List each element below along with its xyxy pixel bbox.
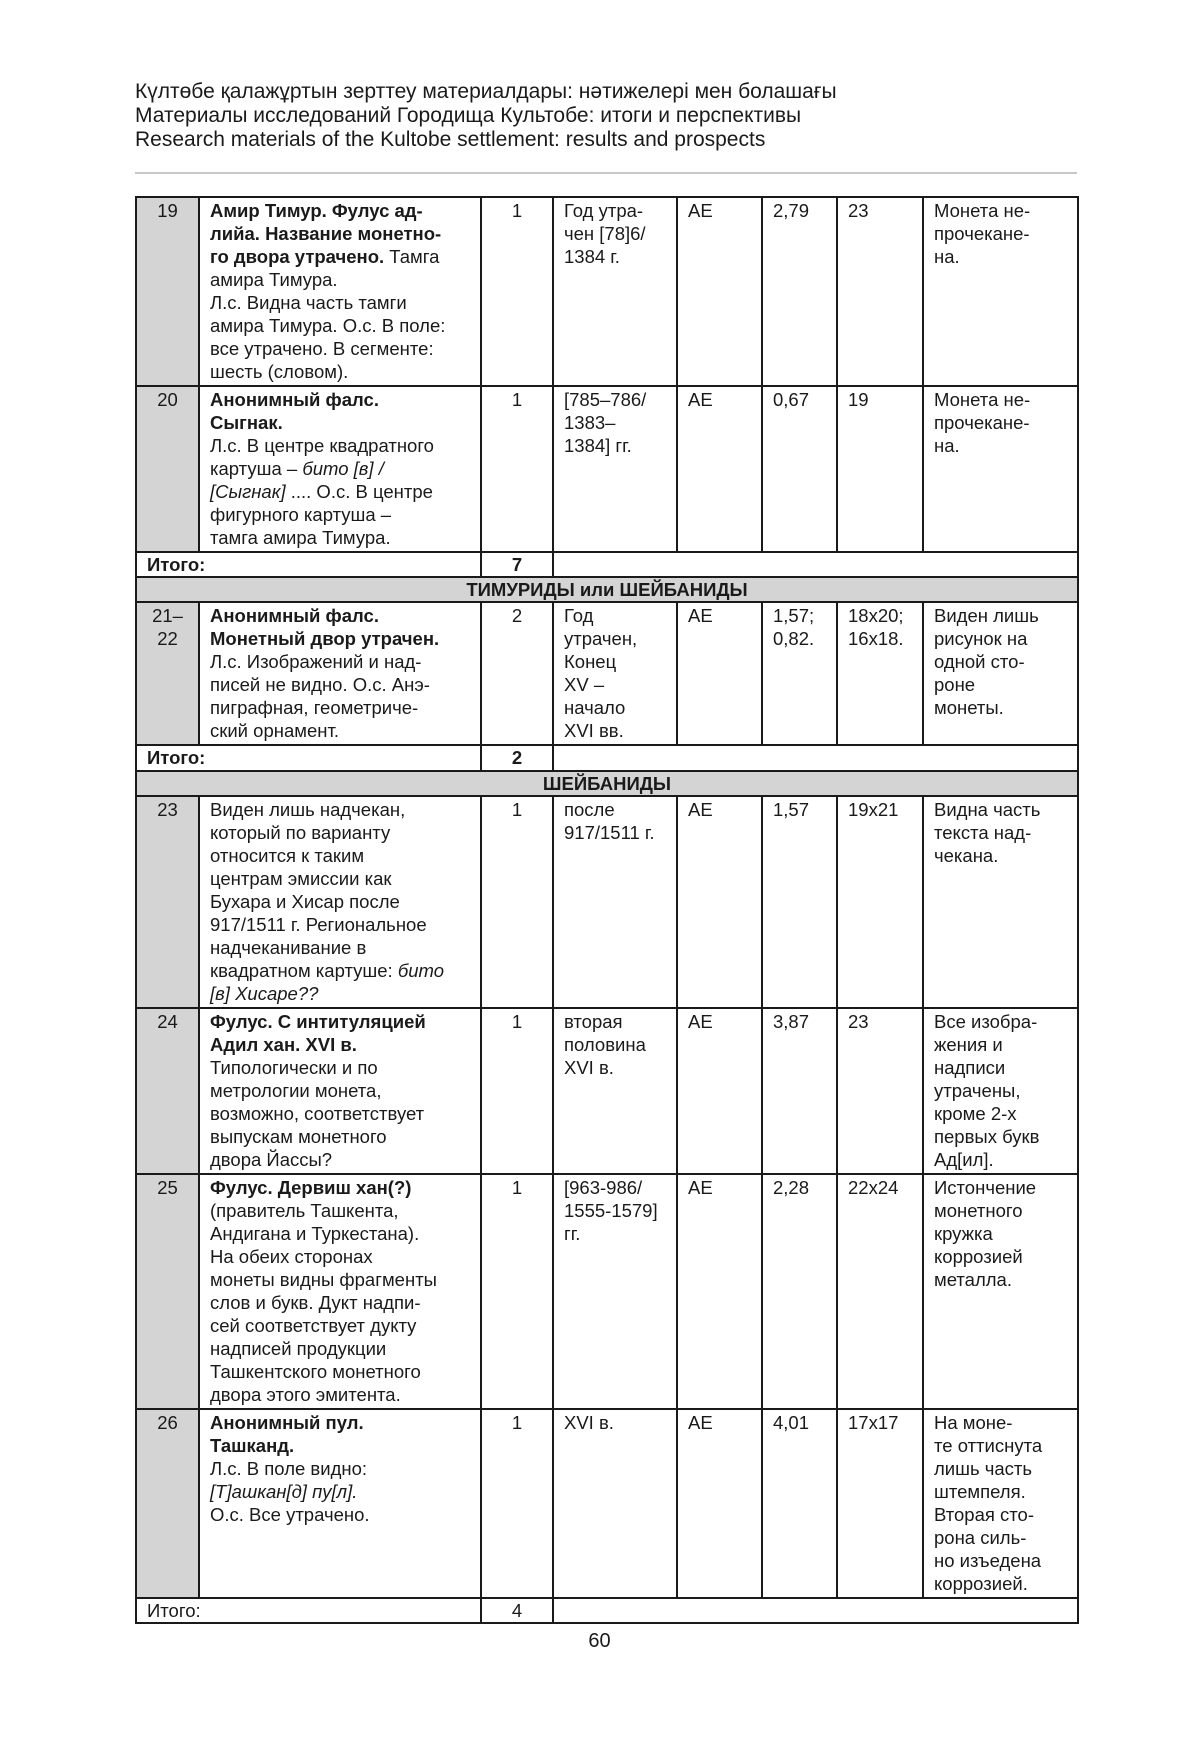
coin-size: 23	[837, 197, 923, 386]
coin-description	[199, 602, 481, 745]
coin-metal: AE	[677, 1174, 762, 1409]
description-line: Фулус. С интитуляцией	[210, 1011, 426, 1032]
coin-date	[553, 602, 677, 745]
coin-size: 23	[837, 1008, 923, 1174]
total-empty-cell	[553, 552, 1078, 577]
size-line: 18х20;	[848, 605, 904, 626]
total-label: Итого:	[136, 745, 481, 771]
date-line: гг.	[564, 1223, 581, 1244]
description-line	[210, 480, 470, 503]
coin-quantity: 1	[481, 386, 553, 552]
coin-quantity: 1	[481, 1174, 553, 1409]
running-header	[135, 80, 1075, 152]
section-title: ШЕЙБАНИДЫ	[136, 771, 1078, 796]
note-line: Монета не-	[934, 200, 1031, 221]
description-line: центрам эмиссии как	[210, 868, 392, 889]
header-line-english: Research materials of the Kultobe settlement: results and prospects	[135, 128, 766, 151]
coin-metal: AE	[677, 602, 762, 745]
coin-quantity: 1	[481, 1008, 553, 1174]
description-line: 917/1511 г. Региональное	[210, 914, 427, 935]
coin-description	[199, 1008, 481, 1174]
description-italic: [Сыгнак]	[210, 481, 286, 502]
total-count: 7	[481, 552, 553, 577]
page-number: 60	[588, 1630, 611, 1652]
description-line: лийа. Название монетно-	[210, 223, 442, 244]
note-line: штемпеля.	[934, 1481, 1026, 1502]
description-line: Типологически и по	[210, 1057, 378, 1078]
table-row	[136, 1409, 1078, 1598]
coin-date	[553, 1174, 677, 1409]
note-line: чекана.	[934, 845, 999, 866]
header-divider	[135, 172, 1077, 174]
description-line: тамга амира Тимура.	[210, 527, 391, 548]
note-line: рона силь-	[934, 1527, 1027, 1548]
note-line: надписи	[934, 1057, 1006, 1078]
coin-size: 19	[837, 386, 923, 552]
date-line: 1555-1579]	[564, 1200, 658, 1221]
date-line: после	[564, 799, 615, 820]
description-italic: бито	[397, 960, 445, 981]
description-line: монеты видны фрагменты	[210, 1269, 437, 1290]
header-line-russian: Материалы исследований Городища Культобе: итоги и перспективы	[135, 104, 802, 127]
coin-date	[553, 386, 677, 552]
coin-note	[923, 197, 1078, 386]
note-line: монеты.	[934, 697, 1004, 718]
date-line: Год утра-	[564, 200, 644, 221]
description-line: двора Йассы?	[210, 1149, 333, 1170]
coin-description	[199, 386, 481, 552]
weight-line: 0,82.	[773, 628, 815, 649]
coin-quantity: 1	[481, 197, 553, 386]
coin-metal: AE	[677, 386, 762, 552]
date-line: 1384] гг.	[564, 435, 632, 456]
description-line: Фулус. Дервиш хан(?)	[210, 1177, 412, 1198]
date-line: [963-986/	[564, 1177, 643, 1198]
coin-size: 17х17	[837, 1409, 923, 1598]
coin-quantity: 2	[481, 602, 553, 745]
description-line: Сыгнак.	[210, 412, 283, 433]
note-line: Видна часть	[934, 799, 1041, 820]
note-line: Виден лишь	[934, 605, 1039, 626]
section-row	[136, 577, 1078, 602]
date-line: Конец	[564, 651, 617, 672]
date-line: половина	[564, 1034, 646, 1055]
description-line: Ташкентского монетного	[210, 1361, 421, 1382]
description-line: возможно, соответствует	[210, 1103, 425, 1124]
note-line: Истончение	[934, 1177, 1037, 1198]
description-line: слов и букв. Дукт надпи-	[210, 1292, 421, 1313]
note-line: утрачены,	[934, 1080, 1021, 1101]
coin-metal: AE	[677, 796, 762, 1008]
note-line: на.	[934, 246, 960, 267]
description-line: Бухара и Хисар после	[210, 891, 400, 912]
size-line: 16х18.	[848, 628, 904, 649]
row-number: 25	[136, 1174, 199, 1409]
description-line: Л.с. В поле видно:	[210, 1458, 368, 1479]
description-line: метрологии монета,	[210, 1080, 382, 1101]
description-line	[210, 959, 470, 982]
coin-weight: 2,28	[762, 1174, 837, 1409]
description-line: Л.с. Изображений и над-	[210, 651, 422, 672]
note-line: те оттиснута	[934, 1435, 1043, 1456]
description-text: квадратном картуше:	[210, 960, 398, 981]
description-line: амира Тимура. О.с. В поле:	[210, 315, 446, 336]
coin-description	[199, 1409, 481, 1598]
note-line: жения и	[934, 1034, 1003, 1055]
description-line: сей соответствует дукту	[210, 1315, 417, 1336]
coin-metal: AE	[677, 1008, 762, 1174]
row-number: 20	[136, 386, 199, 552]
row-number-line: 21–	[152, 605, 183, 626]
header-line-kazakh: Күлтөбе қалажұртын зерттеу материалдары: нәтижелері мен болашағы	[135, 80, 837, 103]
weight-line: 1,57;	[773, 605, 815, 626]
total-label: Итого:	[136, 552, 481, 577]
note-line: прочекане-	[934, 223, 1030, 244]
note-line: рисунок на	[934, 628, 1028, 649]
row-number-line: 22	[157, 628, 178, 649]
description-text: картуша –	[210, 458, 303, 479]
coin-description	[199, 1174, 481, 1409]
description-text: Тамга	[384, 246, 440, 267]
description-line: шесть (словом).	[210, 361, 349, 382]
total-empty-cell	[553, 1598, 1078, 1623]
note-line: коррозией.	[934, 1573, 1028, 1594]
note-line: коррозией	[934, 1246, 1023, 1267]
coin-date: XVI в.	[553, 1409, 677, 1598]
note-line: металла.	[934, 1269, 1012, 1290]
note-line: кружка	[934, 1223, 993, 1244]
description-line: относится к таким	[210, 845, 365, 866]
note-line: На моне-	[934, 1412, 1013, 1433]
table-row	[136, 796, 1078, 1008]
date-line: вторая	[564, 1011, 623, 1032]
row-number	[136, 602, 199, 745]
coin-quantity: 1	[481, 1409, 553, 1598]
description-line: который по варианту	[210, 822, 391, 843]
description-line: надчеканивание в	[210, 937, 367, 958]
total-empty-cell	[553, 745, 1078, 771]
date-line: Год	[564, 605, 594, 626]
coin-date	[553, 1008, 677, 1174]
table-row	[136, 386, 1078, 552]
row-number: 23	[136, 796, 199, 1008]
description-line: [Т]ашкан[д] пу[л].	[210, 1481, 358, 1502]
coin-weight: 0,67	[762, 386, 837, 552]
description-line: Адил хан. XVI в.	[210, 1034, 357, 1055]
date-line: начало	[564, 697, 626, 718]
coin-weight	[762, 602, 837, 745]
row-number: 26	[136, 1409, 199, 1598]
section-row	[136, 771, 1078, 796]
date-line: 1384 г.	[564, 246, 620, 267]
description-italic: бито [в] /	[302, 458, 384, 479]
description-line: все утрачено. В сегменте:	[210, 338, 434, 359]
description-line: О.с. Все утрачено.	[210, 1504, 370, 1525]
note-line: Все изобра-	[934, 1011, 1038, 1032]
coin-size: 19х21	[837, 796, 923, 1008]
note-line: одной сто-	[934, 651, 1025, 672]
total-row	[136, 1598, 1078, 1623]
description-line: двора этого эмитента.	[210, 1384, 401, 1405]
total-row	[136, 745, 1078, 771]
coin-date	[553, 197, 677, 386]
note-line: текста над-	[934, 822, 1032, 843]
description-line: (правитель Ташкента,	[210, 1200, 399, 1221]
date-line: 917/1511 г.	[564, 822, 655, 843]
coin-date	[553, 796, 677, 1008]
coin-note	[923, 1008, 1078, 1174]
coin-metal: AE	[677, 1409, 762, 1598]
note-line: Ад[ил].	[934, 1149, 994, 1170]
table-row	[136, 602, 1078, 745]
description-line: ский орнамент.	[210, 720, 340, 741]
total-row	[136, 552, 1078, 577]
description-line: Л.с. Видна часть тамги	[210, 292, 407, 313]
note-line: Вторая сто-	[934, 1504, 1034, 1525]
description-line: выпускам монетного	[210, 1126, 387, 1147]
date-line: чен [78]6/	[564, 223, 646, 244]
coin-note	[923, 1409, 1078, 1598]
table-row	[136, 1008, 1078, 1174]
total-count: 4	[481, 1598, 553, 1623]
coin-note	[923, 1174, 1078, 1409]
coin-note	[923, 386, 1078, 552]
description-line: Анонимный фалс.	[210, 389, 379, 410]
description-line: Ташканд.	[210, 1435, 295, 1456]
description-line: Амир Тимур. Фулус ад-	[210, 200, 423, 221]
description-line: Анонимный пул.	[210, 1412, 364, 1433]
date-line: [785–786/	[564, 389, 647, 410]
coin-catalogue-table	[135, 196, 1079, 1624]
description-line: [в] Хисаре??	[210, 983, 319, 1004]
note-line: кроме 2-х	[934, 1103, 1017, 1124]
note-line: лишь часть	[934, 1458, 1033, 1479]
description-line: пиграфная, геометриче-	[210, 697, 419, 718]
note-line: монетного	[934, 1200, 1023, 1221]
note-line: Монета не-	[934, 389, 1031, 410]
description-text: .... О.с. В центре	[285, 481, 433, 502]
section-title: ТИМУРИДЫ или ШЕЙБАНИДЫ	[136, 577, 1078, 602]
date-line: XV –	[564, 674, 605, 695]
description-line: Л.с. В центре квадратного	[210, 435, 434, 456]
description-line: Анонимный фалс.	[210, 605, 379, 626]
total-count: 2	[481, 745, 553, 771]
coin-quantity: 1	[481, 796, 553, 1008]
note-line: первых букв	[934, 1126, 1040, 1147]
total-label: Итого:	[136, 1598, 481, 1623]
note-line: роне	[934, 674, 976, 695]
description-line: Виден лишь надчекан,	[210, 799, 406, 820]
note-line: на.	[934, 435, 960, 456]
coin-metal: AE	[677, 197, 762, 386]
coin-size	[837, 602, 923, 745]
row-number: 19	[136, 197, 199, 386]
date-line: утрачен,	[564, 628, 638, 649]
description-line: На обеих сторонах	[210, 1246, 373, 1267]
coin-weight: 4,01	[762, 1409, 837, 1598]
description-bold: го двора утрачено.	[210, 246, 385, 267]
coin-weight: 2,79	[762, 197, 837, 386]
coin-size: 22х24	[837, 1174, 923, 1409]
description-line: амира Тимура.	[210, 269, 338, 290]
date-line: XVI в.	[564, 1057, 614, 1078]
date-line: 1383–	[564, 412, 616, 433]
row-number: 24	[136, 1008, 199, 1174]
description-line: фигурного картуша –	[210, 504, 392, 525]
coin-weight: 3,87	[762, 1008, 837, 1174]
table-row	[136, 197, 1078, 386]
note-line: прочекане-	[934, 412, 1030, 433]
note-line: но изъедена	[934, 1550, 1042, 1571]
description-line: писей не видно. О.с. Анэ-	[210, 674, 430, 695]
coin-weight: 1,57	[762, 796, 837, 1008]
description-line: Андигана и Туркестана).	[210, 1223, 420, 1244]
description-line: надписей продукции	[210, 1338, 387, 1359]
coin-description	[199, 796, 481, 1008]
description-line	[210, 245, 470, 268]
coin-description	[199, 197, 481, 386]
description-line: Монетный двор утрачен.	[210, 628, 440, 649]
table-row	[136, 1174, 1078, 1409]
date-line: XVI вв.	[564, 720, 624, 741]
coin-note	[923, 796, 1078, 1008]
coin-note	[923, 602, 1078, 745]
description-line	[210, 457, 470, 480]
